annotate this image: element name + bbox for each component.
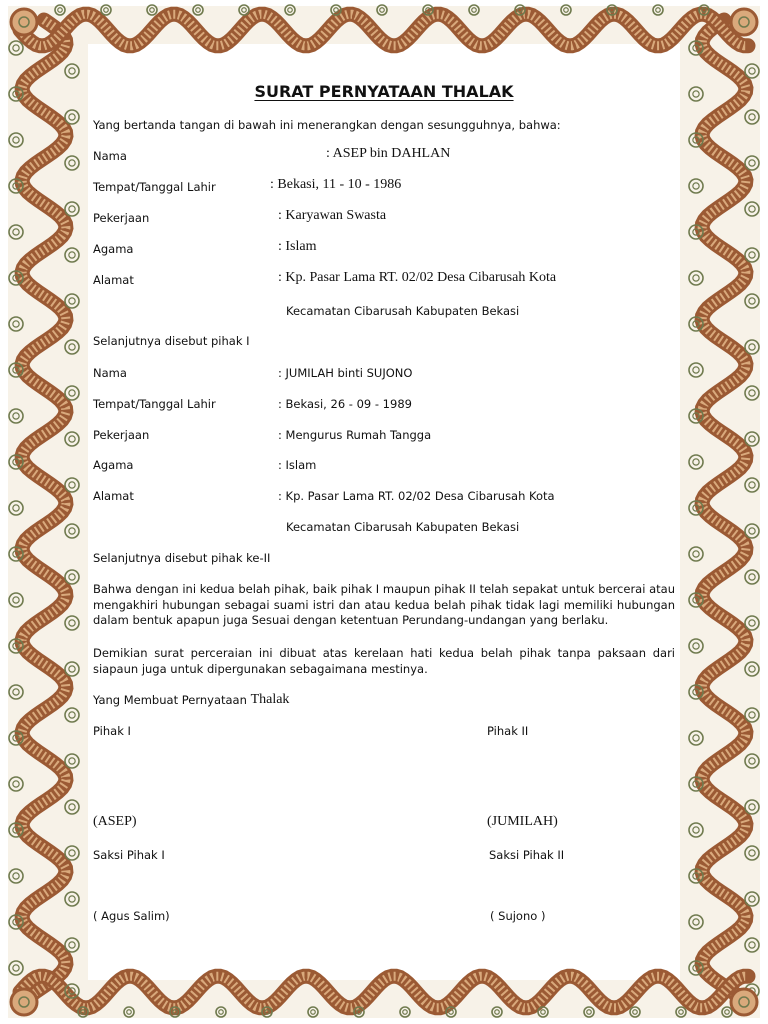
intro-text: Yang bertanda tangan di bawah ini menerangkan dengan sesungguhnya, bahwa: bbox=[93, 118, 561, 132]
pihak2-signature-name: (JUMILAH) bbox=[487, 814, 558, 829]
pihak2-alamat-value: : Kp. Pasar Lama RT. 02/02 Desa Cibarusah Kota bbox=[278, 489, 555, 503]
pihak2-agama-value: : Islam bbox=[278, 458, 317, 472]
pihak1-signature-name: (ASEP) bbox=[93, 814, 137, 829]
pihak2-agama-label: Agama bbox=[93, 458, 134, 472]
pihak1-pekerjaan-value: : Karyawan Swasta bbox=[278, 208, 387, 223]
pihak2-nama-label: Nama bbox=[93, 366, 127, 380]
pihak2-alamat-label: Alamat bbox=[93, 489, 134, 503]
pihak2-pekerjaan-label: Pekerjaan bbox=[93, 428, 150, 442]
pihak1-agama-label: Agama bbox=[93, 242, 134, 256]
statement-paragraph: Bahwa dengan ini kedua belah pihak, baik pihak I maupun pihak II telah sepakat untuk bercerai atau mengakhiri hubungan sebagai suami istri dan atau kedua belah pihak tidak lagi memiliki hubungan dalam bentuk apapun juga Sesuai dengan ketentuan Perundang-undangan yang berlaku. bbox=[93, 582, 675, 627]
saksi1-label: Saksi Pihak I bbox=[93, 848, 165, 862]
pihak1-closing: Selanjutnya disebut pihak I bbox=[93, 334, 250, 348]
pihak1-ttl-value: : Bekasi, 11 - 10 - 1986 bbox=[270, 177, 402, 192]
closing-paragraph: Demikian surat perceraian ini dibuat atas kerelaan hati kedua belah pihak tanpa paksaan dari siapaun juga untuk dipergunakan sebagaimana mestinya. bbox=[93, 646, 675, 676]
pihak1-nama-value: : ASEP bin DAHLAN bbox=[326, 146, 451, 161]
pihak2-closing: Selanjutnya disebut pihak ke-II bbox=[93, 551, 271, 565]
pihak1-pekerjaan-label: Pekerjaan bbox=[93, 211, 150, 225]
pihak2-alamat-line2: Kecamatan Cibarusah Kabupaten Bekasi bbox=[286, 520, 520, 534]
pihak1-alamat-line2: Kecamatan Cibarusah Kabupaten Bekasi bbox=[286, 304, 520, 318]
maker-suffix: Thalak bbox=[250, 692, 290, 707]
saksi2-name: ( Sujono ) bbox=[490, 909, 546, 923]
pihak2-pekerjaan-value: : Mengurus Rumah Tangga bbox=[278, 428, 432, 442]
pihak1-signature-label: Pihak I bbox=[93, 724, 131, 738]
pihak2-ttl-label: Tempat/Tanggal Lahir bbox=[93, 397, 216, 411]
document-title: SURAT PERNYATAAN THALAK bbox=[254, 82, 514, 101]
maker-label: Yang Membuat Pernyataan bbox=[93, 693, 247, 707]
saksi1-name: ( Agus Salim) bbox=[93, 909, 170, 923]
maker-line bbox=[93, 693, 289, 708]
pihak2-signature-label: Pihak II bbox=[487, 724, 529, 738]
pihak1-nama-label: Nama bbox=[93, 149, 127, 163]
pihak1-ttl-label: Tempat/Tanggal Lahir bbox=[93, 180, 216, 194]
pihak1-agama-value: : Islam bbox=[278, 239, 317, 254]
pihak2-nama-value: : JUMILAH binti SUJONO bbox=[278, 366, 413, 380]
pihak1-alamat-value: : Kp. Pasar Lama RT. 02/02 Desa Cibarusah Kota bbox=[278, 270, 557, 285]
saksi2-label: Saksi Pihak II bbox=[489, 848, 565, 862]
pihak1-alamat-label: Alamat bbox=[93, 273, 134, 287]
pihak2-ttl-value: : Bekasi, 26 - 09 - 1989 bbox=[278, 397, 412, 411]
